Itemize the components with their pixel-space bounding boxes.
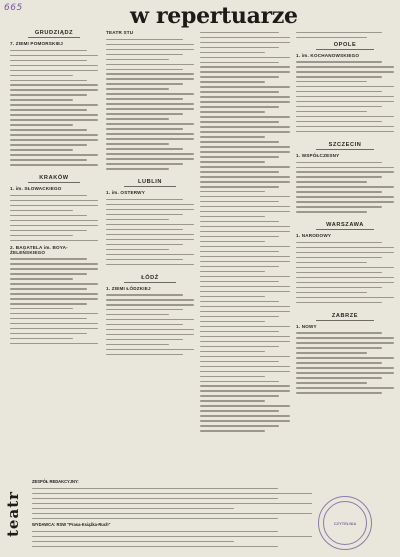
theatre-name: 1. im. OSTERWY <box>106 190 145 196</box>
section-heading-opole: OPOLE <box>296 42 394 50</box>
theatre-name: 2. BAGATELA im. BOYA-ŻELEŃSKIEGO <box>10 244 68 255</box>
listing-text <box>10 50 98 166</box>
section-heading-grudziadz: GRUDZIĄDZ <box>10 30 98 38</box>
page-headline: w repertuarze <box>130 3 298 29</box>
listing-text <box>296 242 394 303</box>
stamp-text: CZYTELNIA <box>323 501 367 545</box>
column-4 <box>296 28 394 397</box>
theatre-name: 1. ZIEMI ŁÓDZKIEJ <box>106 285 151 291</box>
column-3 <box>200 28 290 435</box>
listing-text <box>10 258 98 344</box>
listing-text <box>296 332 394 393</box>
listing-text <box>296 61 394 132</box>
theatre-name: 1. NOWY <box>296 323 317 329</box>
editorial-lead: ZESPÓŁ REDAKCYJNY: <box>32 479 79 484</box>
section-heading-warszawa: WARSZAWA <box>296 222 394 230</box>
listing-text <box>106 39 194 170</box>
listing-text <box>296 32 394 38</box>
theatre-name: 1. NARODOWY <box>296 233 332 239</box>
theatre-name: 1. im. KOCHANOWSKIEGO <box>296 52 360 58</box>
editorial-publisher: WYDAWCA: RSW "Prasa-Książka-Ruch" <box>32 522 111 528</box>
theatre-name: TEATR STU <box>106 30 134 35</box>
section-heading-szczecin: SZCZECIN <box>296 142 394 150</box>
section-heading-lodz: ŁÓDŹ <box>106 275 194 283</box>
page-number: 665 <box>4 3 23 13</box>
magazine-logo: teatr <box>4 490 22 538</box>
theatre-name: 1. im. SŁOWACKIEGO <box>10 186 62 192</box>
listing-text <box>106 199 194 265</box>
library-stamp <box>318 496 372 550</box>
listing-text <box>10 195 98 241</box>
listing-text <box>106 294 194 355</box>
section-heading-lublin: LUBLIN <box>106 179 194 187</box>
section-heading-krakow: KRAKÓW <box>10 175 98 183</box>
column-1 <box>10 28 98 348</box>
theatre-name: 1. WSPÓŁCZESNY <box>296 152 340 158</box>
section-heading-zabrze: ZABRZE <box>296 313 394 321</box>
listing-text <box>296 162 394 213</box>
listing-text <box>200 32 290 432</box>
theatre-name: 7. ZIEMI POMORSKIEJ <box>10 41 64 46</box>
column-2 <box>106 28 194 359</box>
